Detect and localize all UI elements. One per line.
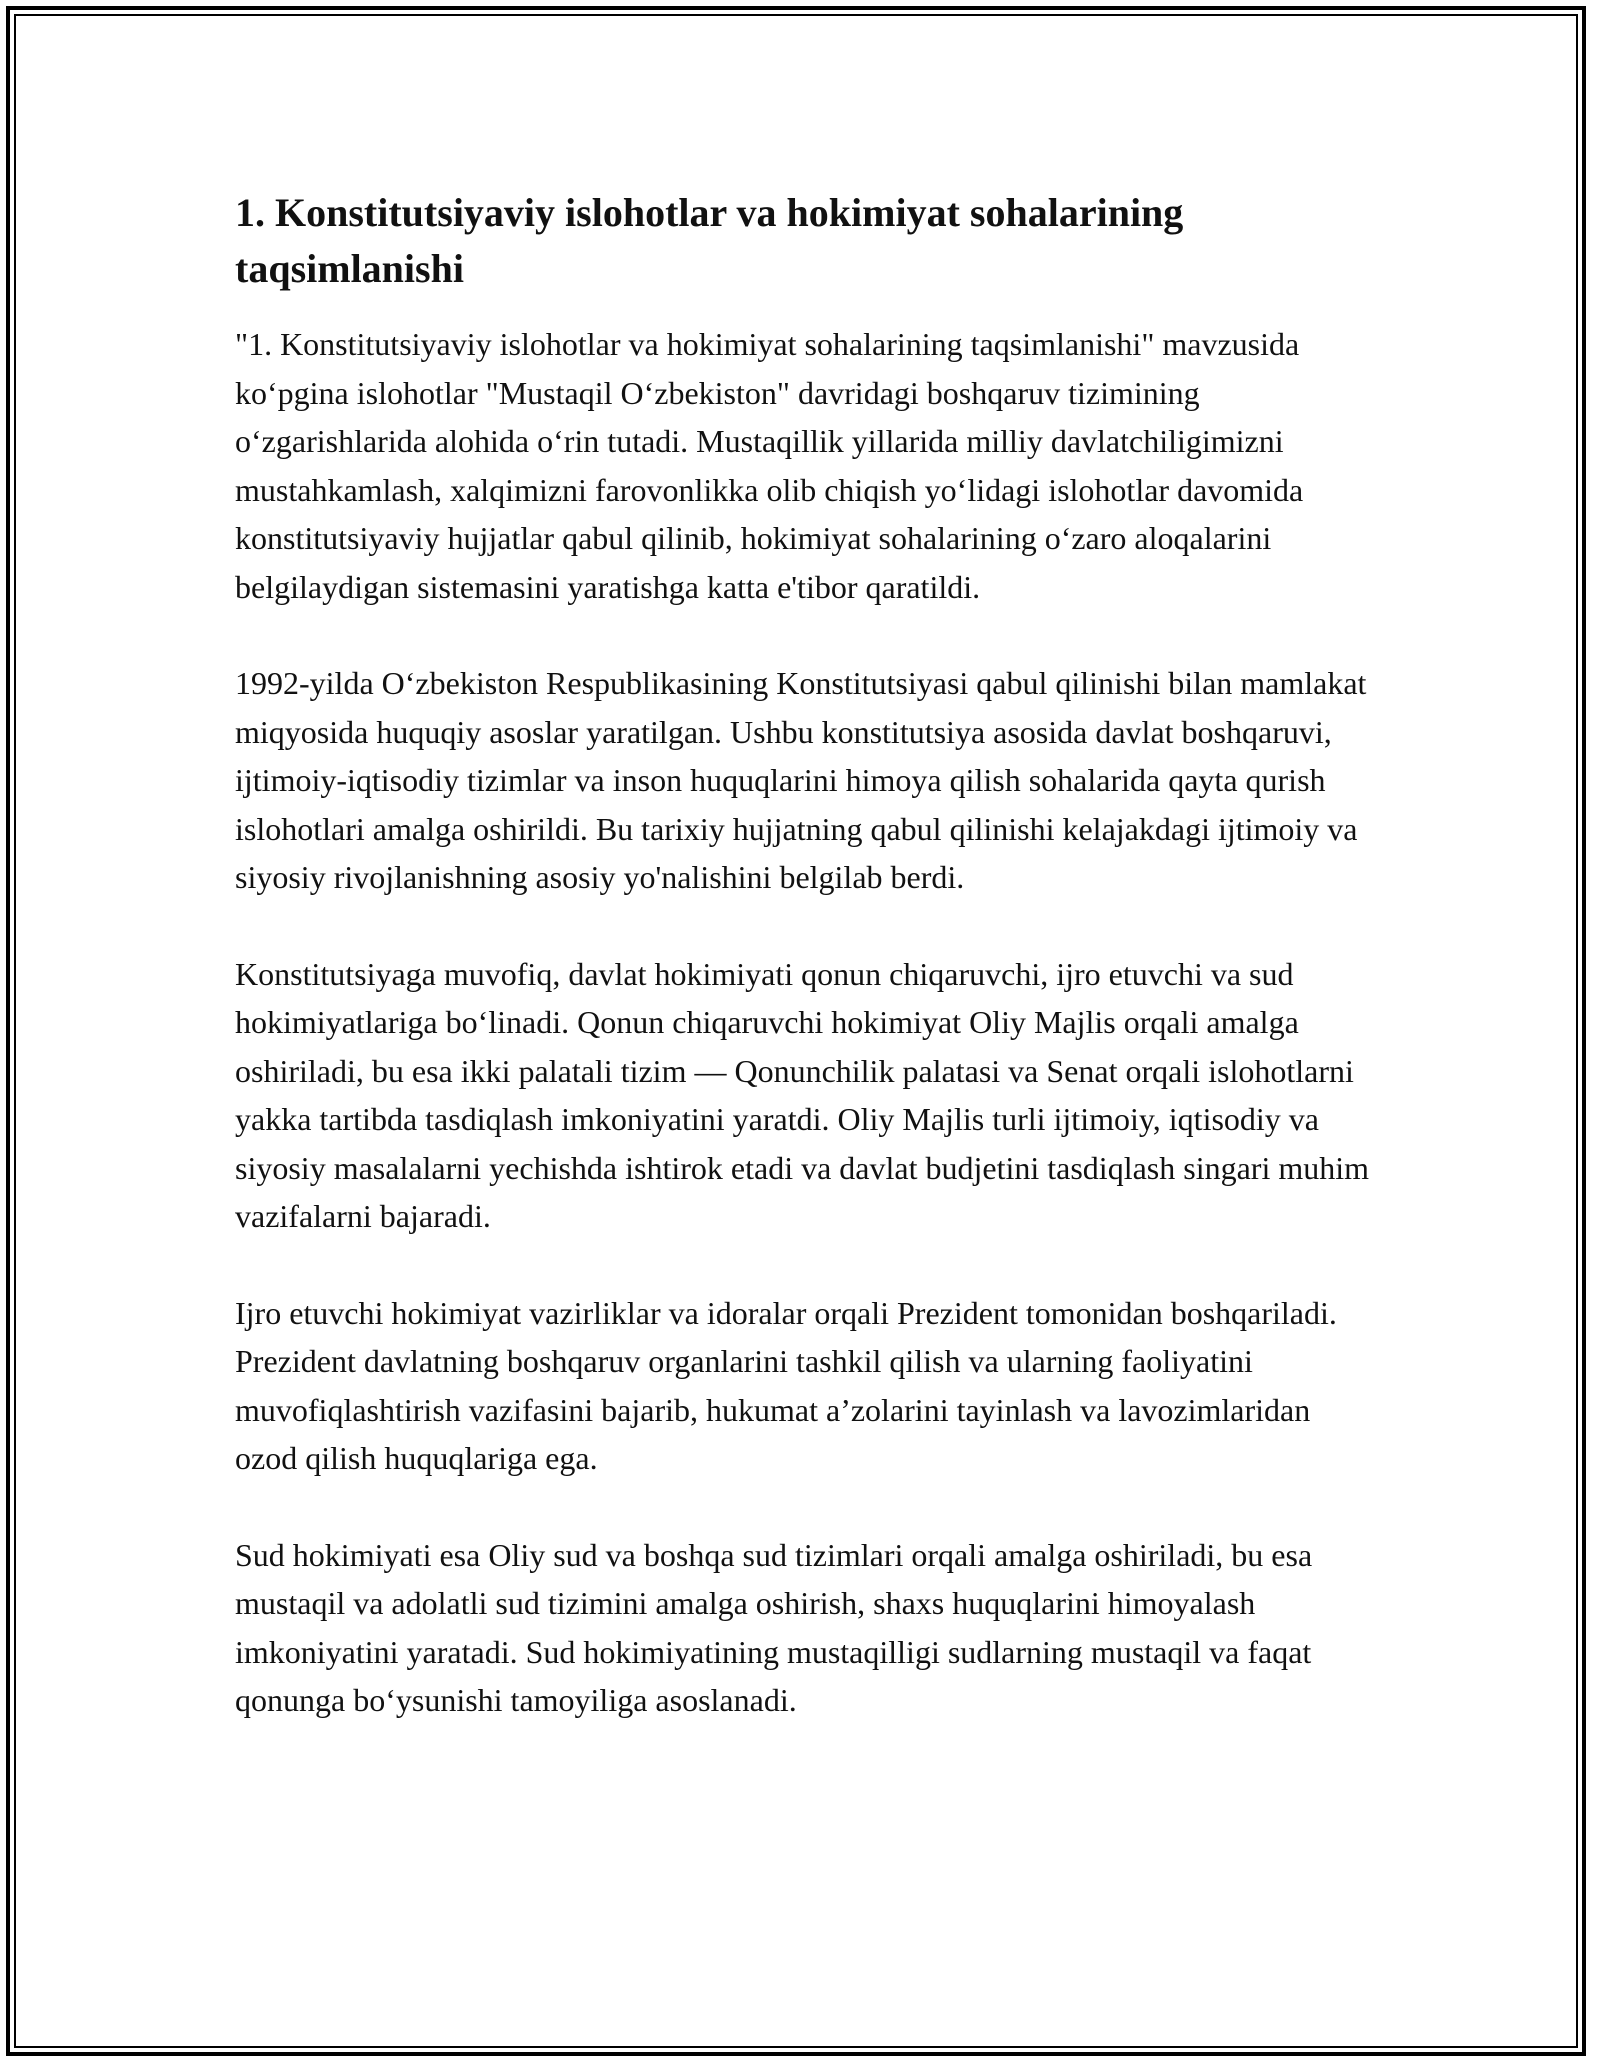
document-title: 1. Konstitutsiyaviy islohotlar va hokimiyat sohalarining taqsimlanishi <box>235 190 1184 291</box>
paragraph-2: 1992-yilda Oʻzbekiston Respublikasining Konstitutsiyasi qabul qilinishi bilan mamlakat miqyosida huquqiy asoslar yaratilgan. Ushbu konstitutsiya asosida davlat boshqaruvi, ijtimoiy-iqtisodiy tizimlar va inson huquqlarini himoya qilish sohalarida qayta qurish islohotlari amalga oshirildi. Bu tarixiy hujjatning qabul qilinishi kelajakdagi ijtimoiy va siyosiy rivojlanishning asosiy yo'nalishini belgilab berdi. <box>235 665 1367 895</box>
paragraph-4: Ijro etuvchi hokimiyat vazirliklar va idoralar orqali Prezident tomonidan boshqariladi. Prezident davlatning boshqaruv organlarini tashkil qilish va ularning faoliyatini muvofiqlashtirish vazifasini bajarib, hukumat a’zolarini tayinlash va lavozimlaridan ozod qilish huquqlariga ega. <box>235 1294 1337 1476</box>
paragraph-3: Konstitutsiyaga muvofiq, davlat hokimiyati qonun chiqaruvchi, ijro etuvchi va sud hokimiyatlariga boʻlinadi. Qonun chiqaruvchi hokimiyat Oliy Majlis orqali amalga oshiriladi, bu esa ikki palatali tizim — Qonunchilik palatasi va Senat orqali islohotlarni yakka tartibda tasdiqlash imkoniyatini yaratdi. Oliy Majlis turli ijtimoiy, iqtisodiy va siyosiy masalalarni yechishda ishtirok etadi va davlat budjetini tasdiqlash singari muhim vazifalarni bajaradi. <box>235 955 1369 1234</box>
paragraph-1: "1. Konstitutsiyaviy islohotlar va hokimiyat sohalarining taqsimlanishi" mavzusida koʻpgina islohotlar "Mustaqil Oʻzbekiston" davridagi boshqaruv tizimining oʻzgarishlarida alohida oʻrin tutadi. Mustaqillik yillarida milliy davlatchiligimizni mustahkamlash, xalqimizni farovonlikka olib chiqish yoʻlidagi islohotlar davomida konstitutsiyaviy hujjatlar qabul qilinib, hokimiyat sohalarining oʻzaro aloqalarini belgilaydigan sistemasini yaratishga katta e'tibor qaratildi. <box>235 326 1304 605</box>
document-body <box>235 185 1375 1773</box>
paragraph-5: Sud hokimiyati esa Oliy sud va boshqa sud tizimlari orqali amalga oshiriladi, bu esa mustaqil va adolatli sud tizimini amalga oshirish, shaxs huquqlarini himoyalash imkoniyatini yaratadi. Sud hokimiyatining mustaqilligi sudlarning mustaqil va faqat qonunga boʻysunishi tamoyiliga asoslanadi. <box>235 1536 1313 1718</box>
